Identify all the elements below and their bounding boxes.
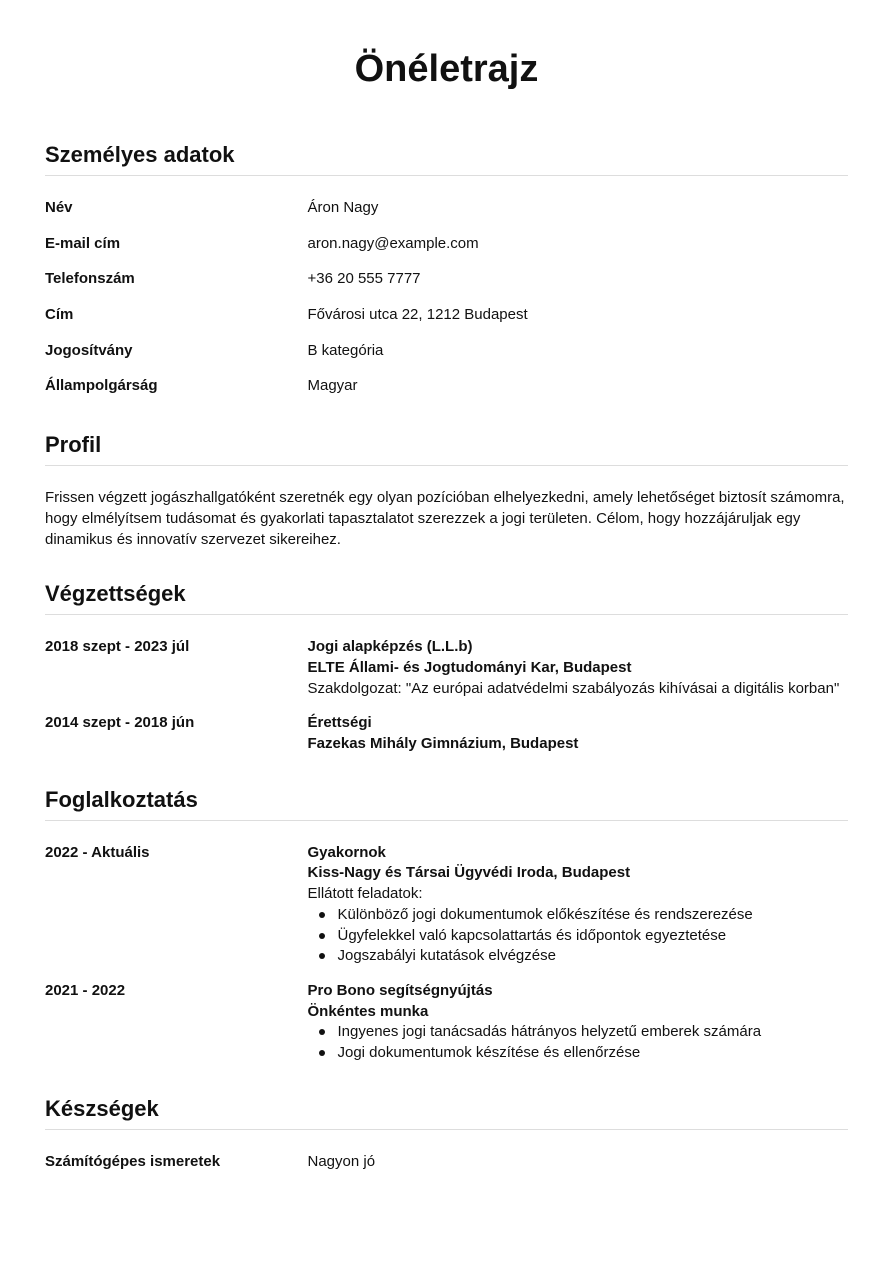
entry-date: 2022 - Aktuális <box>45 843 150 861</box>
entry-date: 2021 - 2022 <box>45 981 126 999</box>
profile-text: Frissen végzett jogászhallgatóként szeretnék egy olyan pozícióban elhelyezkedni, amely lehetőséget biztosít számomra, hogy elmélyítsem tudásomat és gyakorlati tapasztalatot szerezzek a jogi területen. Célom, hogy hozzájáruljak egy dinamikus és innovatív szervezet sikereihez. <box>45 489 845 548</box>
personal-rows <box>45 198 848 412</box>
employment-section <box>45 787 848 1064</box>
list-item-text: Jogszabályi kutatások elvégzése <box>337 947 556 965</box>
list-item-text: Különböző jogi dokumentumok előkészítése és rendszerezése <box>337 905 753 923</box>
personal-row-license <box>45 341 848 377</box>
task-list <box>308 905 849 967</box>
section-heading-employment: Foglalkoztatás <box>45 787 848 821</box>
personal-section <box>45 142 848 412</box>
entry-note: Szakdolgozat: "Az európai adatvédelmi szabályozás kihívásai a digitális korban" <box>307 679 840 697</box>
entry-note: Ellátott feladatok: <box>307 885 423 903</box>
education-entry <box>45 637 848 699</box>
entry-date: 2014 szept - 2018 jún <box>45 714 195 732</box>
section-heading-skills: Készségek <box>45 1096 848 1130</box>
skills-section <box>45 1096 848 1188</box>
section-heading-profile: Profil <box>45 432 848 466</box>
list-item <box>308 926 849 947</box>
list-item-text: Ingyenes jogi tanácsadás hátrányos helyzetű emberek számára <box>337 1023 762 1041</box>
section-heading-education: Végzettségek <box>45 581 848 615</box>
list-item <box>308 1043 849 1064</box>
field-value: Fővárosi utca 22, 1212 Budapest <box>307 306 528 324</box>
task-list <box>308 1022 849 1063</box>
skills-rows <box>45 1152 848 1188</box>
field-value: Áron Nagy <box>307 199 379 216</box>
employment-entry <box>45 843 848 967</box>
list-item <box>308 905 849 926</box>
entry-title: Gyakornok <box>307 843 386 861</box>
entry-title: Pro Bono segítségnyújtás <box>307 981 493 999</box>
list-item-text: Jogi dokumentumok készítése és ellenőrzése <box>337 1044 641 1062</box>
entry-organization: Önkéntes munka <box>307 1002 429 1020</box>
personal-row-citizenship <box>45 376 848 412</box>
bullet-icon <box>319 953 325 959</box>
personal-row-phone <box>45 269 848 305</box>
field-label: E-mail cím <box>45 234 121 252</box>
list-item <box>308 1022 849 1043</box>
field-value: +36 20 555 7777 <box>307 270 421 288</box>
education-entries <box>45 637 848 755</box>
list-item-text: Ügyfelekkel való kapcsolattartás és időpontok egyeztetése <box>337 926 727 944</box>
list-item <box>308 946 849 967</box>
entry-organization: Fazekas Mihály Gimnázium, Budapest <box>307 735 579 753</box>
education-entry <box>45 713 848 754</box>
field-value: B kategória <box>307 341 384 359</box>
entry-body <box>308 713 849 754</box>
entry-date: 2018 szept - 2023 júl <box>45 638 190 656</box>
field-label: Cím <box>45 306 74 324</box>
personal-row-address <box>45 305 848 341</box>
personal-row-name <box>45 198 848 234</box>
skill-row <box>45 1152 848 1188</box>
page-title: Önéletrajz <box>354 48 539 90</box>
entry-title: Jogi alapképzés (L.L.b) <box>307 638 473 656</box>
bullet-icon <box>319 933 325 939</box>
bullet-icon <box>319 1050 325 1056</box>
field-value: aron.nagy@example.com <box>307 234 479 252</box>
entry-title: Érettségi <box>307 714 372 732</box>
entry-body <box>308 637 849 699</box>
entry-body <box>308 981 849 1064</box>
field-value: Nagyon jó <box>307 1152 376 1170</box>
entry-body <box>308 843 849 967</box>
personal-row-email <box>45 234 848 270</box>
field-label: Név <box>45 199 73 216</box>
employment-entry <box>45 981 848 1064</box>
field-label: Jogosítvány <box>45 341 133 359</box>
entry-organization: Kiss-Nagy és Társai Ügyvédi Iroda, Budapest <box>307 864 631 882</box>
bullet-icon <box>319 912 325 918</box>
section-heading-personal: Személyes adatok <box>45 142 848 176</box>
bullet-icon <box>319 1029 325 1035</box>
field-label: Számítógépes ismeretek <box>45 1152 221 1170</box>
field-value: Magyar <box>307 377 358 395</box>
field-label: Telefonszám <box>45 270 135 288</box>
employment-entries <box>45 843 848 1064</box>
profile-section <box>45 432 848 550</box>
field-label: Állampolgárság <box>45 377 158 395</box>
education-section <box>45 581 848 755</box>
entry-organization: ELTE Állami- és Jogtudományi Kar, Budapest <box>307 658 632 676</box>
